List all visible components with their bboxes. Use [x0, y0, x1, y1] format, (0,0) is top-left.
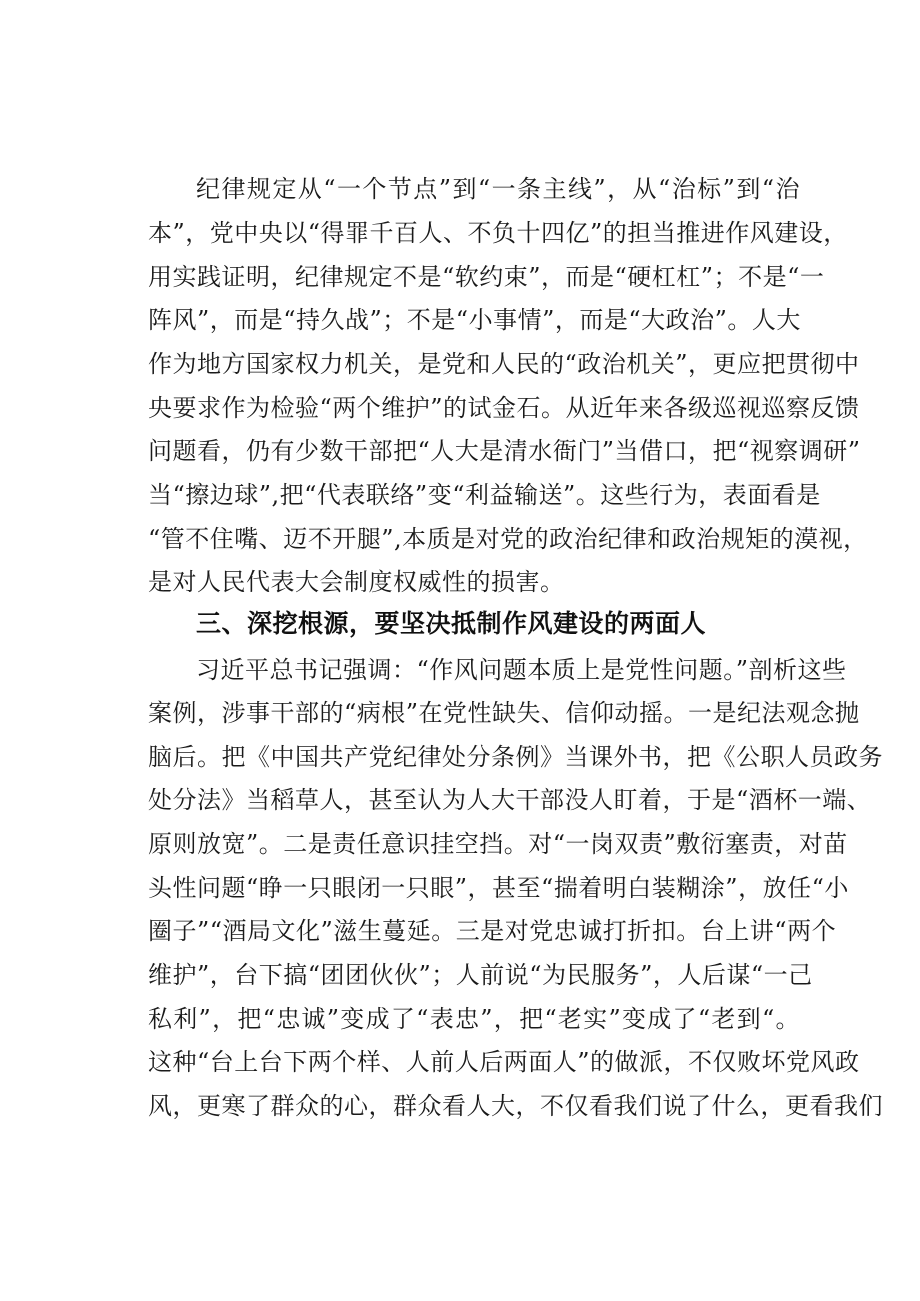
section-3-line-6: 头性问题“睁一只眼闭一只眼”，甚至“揣着明白装糊涂”，放任“小: [148, 874, 849, 902]
section-3-line-7: 圈子”“酒局文化”滋生蔓延。三是对党忠诚打折扣。台上讲“两个: [148, 917, 837, 945]
paragraph-1-line-4: 阵风”，而是“持久战”；不是“小事情”，而是“大政治”。人大: [148, 306, 801, 334]
section-3-line-8: 维护”，台下搞“团团伙伙”；人前说“为民服务”，人后谋“一己: [148, 961, 813, 989]
paragraph-1-line-2: 本”，党中央以“得罪千百人、不负十四亿”的担当推进作风建设，: [148, 219, 848, 247]
section-3-line-2: 案例，涉事干部的“病根”在党性缺失、信仰动摇。一是纪法观念抛: [148, 699, 860, 727]
section-3-line-10: 这种“台上台下两个样、人前人后两面人”的做派，不仅败坏党风政: [148, 1048, 860, 1076]
section-3-line-11: 风，更寒了群众的心，群众看人大，不仅看我们说了什么，更看我们: [148, 1092, 883, 1120]
paragraph-1-line-9: “管不住嘴、迈不开腿”,本质是对党的政治纪律和政治规矩的漠视，: [148, 525, 868, 553]
section-3-line-5: 原则放宽”。二是责任意识挂空挡。对“一岗双责”敷衍塞责，对苗: [148, 830, 848, 858]
paragraph-1-line-3: 用实践证明，纪律规定不是“软约束”，而是“硬杠杠”；不是“一: [148, 263, 825, 291]
paragraph-1-line-7: 问题看，仍有少数干部把“人大是清水衙门”当借口，把“视察调研”: [148, 437, 861, 465]
paragraph-1-line-6: 央要求作为检验“两个维护”的试金石。从近年来各级巡视巡察反馈: [148, 394, 860, 422]
section-3-line-1: 习近平总书记强调：“作风问题本质上是党性问题。”剖析这些: [196, 656, 847, 684]
section-3-heading: 三、深挖根源，要坚决抵制作风建设的两面人: [196, 609, 707, 638]
paragraph-1-line-8: 当“擦边球”,把“代表联络”变“利益输送”。这些行为，表面看是: [148, 481, 821, 509]
paragraph-1-line-5: 作为地方国家权力机关，是党和人民的“政治机关”，更应把贯彻中: [148, 350, 860, 378]
section-3-line-9: 私利”，把“忠诚”变成了“表忠”，把“老实”变成了“老到“。: [148, 1005, 800, 1033]
section-3-line-3: 脑后。把《中国共产党纪律处分条例》当课外书，把《公职人员政务: [148, 743, 883, 771]
paragraph-1-line-1: 纪律规定从“一个节点”到“一条主线”，从“治标”到“治: [196, 175, 800, 203]
section-3-line-4: 处分法》当稻草人，甚至认为人大干部没人盯着，于是“酒杯一端、: [148, 786, 872, 814]
paragraph-1-line-10: 是对人民代表大会制度权威性的损害。: [148, 568, 565, 596]
